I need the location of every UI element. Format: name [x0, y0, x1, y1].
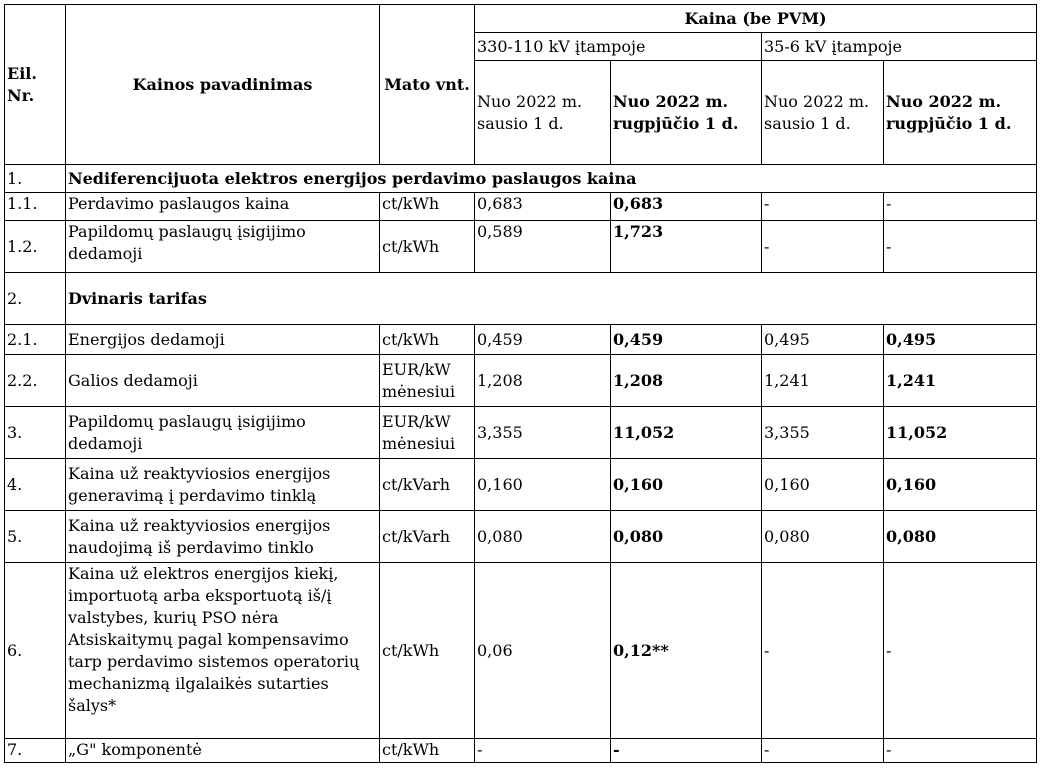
header-330-from-jan: Nuo 2022 m. sausio 1 d.: [475, 61, 611, 165]
row-value-35-jan: -: [762, 739, 884, 763]
header-35-from-aug: Nuo 2022 m. rugpjūčio 1 d.: [884, 61, 1037, 165]
header-voltage-35: 35-6 kV įtampoje: [762, 33, 1037, 61]
row-unit: ct/kWh: [380, 563, 475, 739]
table-row: [5, 325, 1037, 355]
row-value-330-jan: 0,683: [475, 193, 611, 221]
table-row: [5, 273, 1037, 325]
row-value-330-jan: -: [475, 739, 611, 763]
row-value-330-aug: 11,052: [611, 407, 762, 459]
table-row: [5, 221, 1037, 273]
row-value-330-aug: 1,723: [611, 221, 762, 273]
row-value-35-jan: 0,495: [762, 325, 884, 355]
row-name: Perdavimo paslaugos kaina: [66, 193, 380, 221]
row-value-330-aug: 0,683: [611, 193, 762, 221]
row-nr: 7.: [5, 739, 66, 763]
row-value-330-aug: 0,080: [611, 511, 762, 563]
row-name: Nediferencijuota elektros energijos perdavimo paslaugos kaina: [66, 165, 1037, 193]
row-value-330-aug: 0,160: [611, 459, 762, 511]
row-value-35-jan: 0,160: [762, 459, 884, 511]
header-35-from-jan: Nuo 2022 m. sausio 1 d.: [762, 61, 884, 165]
row-name: Papildomų paslaugų įsigijimo dedamoji: [66, 407, 380, 459]
row-unit: ct/kWh: [380, 739, 475, 763]
table-row: [5, 165, 1037, 193]
row-value-330-aug: -: [611, 739, 762, 763]
header-price: Kaina (be PVM): [475, 5, 1037, 33]
row-unit: ct/kWh: [380, 325, 475, 355]
table-row: [5, 739, 1037, 763]
header-voltage-330: 330-110 kV įtampoje: [475, 33, 762, 61]
row-value-330-jan: 0,459: [475, 325, 611, 355]
row-nr: 4.: [5, 459, 66, 511]
row-nr: 6.: [5, 563, 66, 739]
row-nr: 3.: [5, 407, 66, 459]
row-nr: 1.2.: [5, 221, 66, 273]
row-nr: 1.: [5, 165, 66, 193]
row-nr: 2.2.: [5, 355, 66, 407]
row-value-35-jan: -: [762, 221, 884, 273]
row-unit: ct/kVarh: [380, 511, 475, 563]
row-value-330-jan: 3,355: [475, 407, 611, 459]
row-nr: 1.1.: [5, 193, 66, 221]
row-nr: 2.: [5, 273, 66, 325]
row-unit: EUR/kW mėnesiui: [380, 407, 475, 459]
row-value-35-jan: -: [762, 193, 884, 221]
row-value-35-aug: 0,080: [884, 511, 1037, 563]
row-name: Galios dedamoji: [66, 355, 380, 407]
row-value-35-aug: -: [884, 193, 1037, 221]
header-name: Kainos pavadinimas: [66, 5, 380, 165]
row-unit: ct/kWh: [380, 193, 475, 221]
header-nr: Eil. Nr.: [5, 5, 66, 165]
table-row: [5, 407, 1037, 459]
row-value-35-aug: -: [884, 221, 1037, 273]
row-name: Dvinaris tarifas: [66, 273, 1037, 325]
row-value-330-aug: 1,208: [611, 355, 762, 407]
row-nr: 5.: [5, 511, 66, 563]
row-value-330-jan: 0,589: [475, 221, 611, 273]
row-unit: EUR/kW mėnesiui: [380, 355, 475, 407]
row-value-35-jan: 0,080: [762, 511, 884, 563]
row-name: Kaina už elektros energijos kiekį, importuotą arba eksportuotą iš/į valstybes, kurių PSO nėra Atsiskaitymų pagal kompensavimo tarp perdavimo sistemos operatorių mechanizmą ilgalaikės sutarties šalys*: [66, 563, 380, 739]
row-value-35-aug: 0,495: [884, 325, 1037, 355]
table-row: [5, 355, 1037, 407]
row-unit: ct/kVarh: [380, 459, 475, 511]
row-value-35-jan: 3,355: [762, 407, 884, 459]
header-330-from-aug: Nuo 2022 m. rugpjūčio 1 d.: [611, 61, 762, 165]
row-value-35-aug: 11,052: [884, 407, 1037, 459]
row-value-330-aug: 0,459: [611, 325, 762, 355]
row-name: „G" komponentė: [66, 739, 380, 763]
row-value-330-jan: 1,208: [475, 355, 611, 407]
row-value-35-jan: 1,241: [762, 355, 884, 407]
row-unit: ct/kWh: [380, 221, 475, 273]
header-unit: Mato vnt.: [380, 5, 475, 165]
table-row: [5, 193, 1037, 221]
table-row: [5, 511, 1037, 563]
row-value-35-aug: -: [884, 563, 1037, 739]
row-value-35-aug: 1,241: [884, 355, 1037, 407]
tariff-table: [4, 4, 1037, 763]
row-value-330-jan: 0,06: [475, 563, 611, 739]
row-name: Kaina už reaktyviosios energijos naudojimą iš perdavimo tinklo: [66, 511, 380, 563]
table-row: [5, 563, 1037, 739]
table-row: [5, 459, 1037, 511]
row-value-35-aug: -: [884, 739, 1037, 763]
row-name: Energijos dedamoji: [66, 325, 380, 355]
row-name: Kaina už reaktyviosios energijos generavimą į perdavimo tinklą: [66, 459, 380, 511]
row-value-35-aug: 0,160: [884, 459, 1037, 511]
row-nr: 2.1.: [5, 325, 66, 355]
row-value-330-jan: 0,160: [475, 459, 611, 511]
row-value-330-jan: 0,080: [475, 511, 611, 563]
row-value-35-jan: -: [762, 563, 884, 739]
row-value-330-aug: 0,12**: [611, 563, 762, 739]
row-name: Papildomų paslaugų įsigijimo dedamoji: [66, 221, 380, 273]
